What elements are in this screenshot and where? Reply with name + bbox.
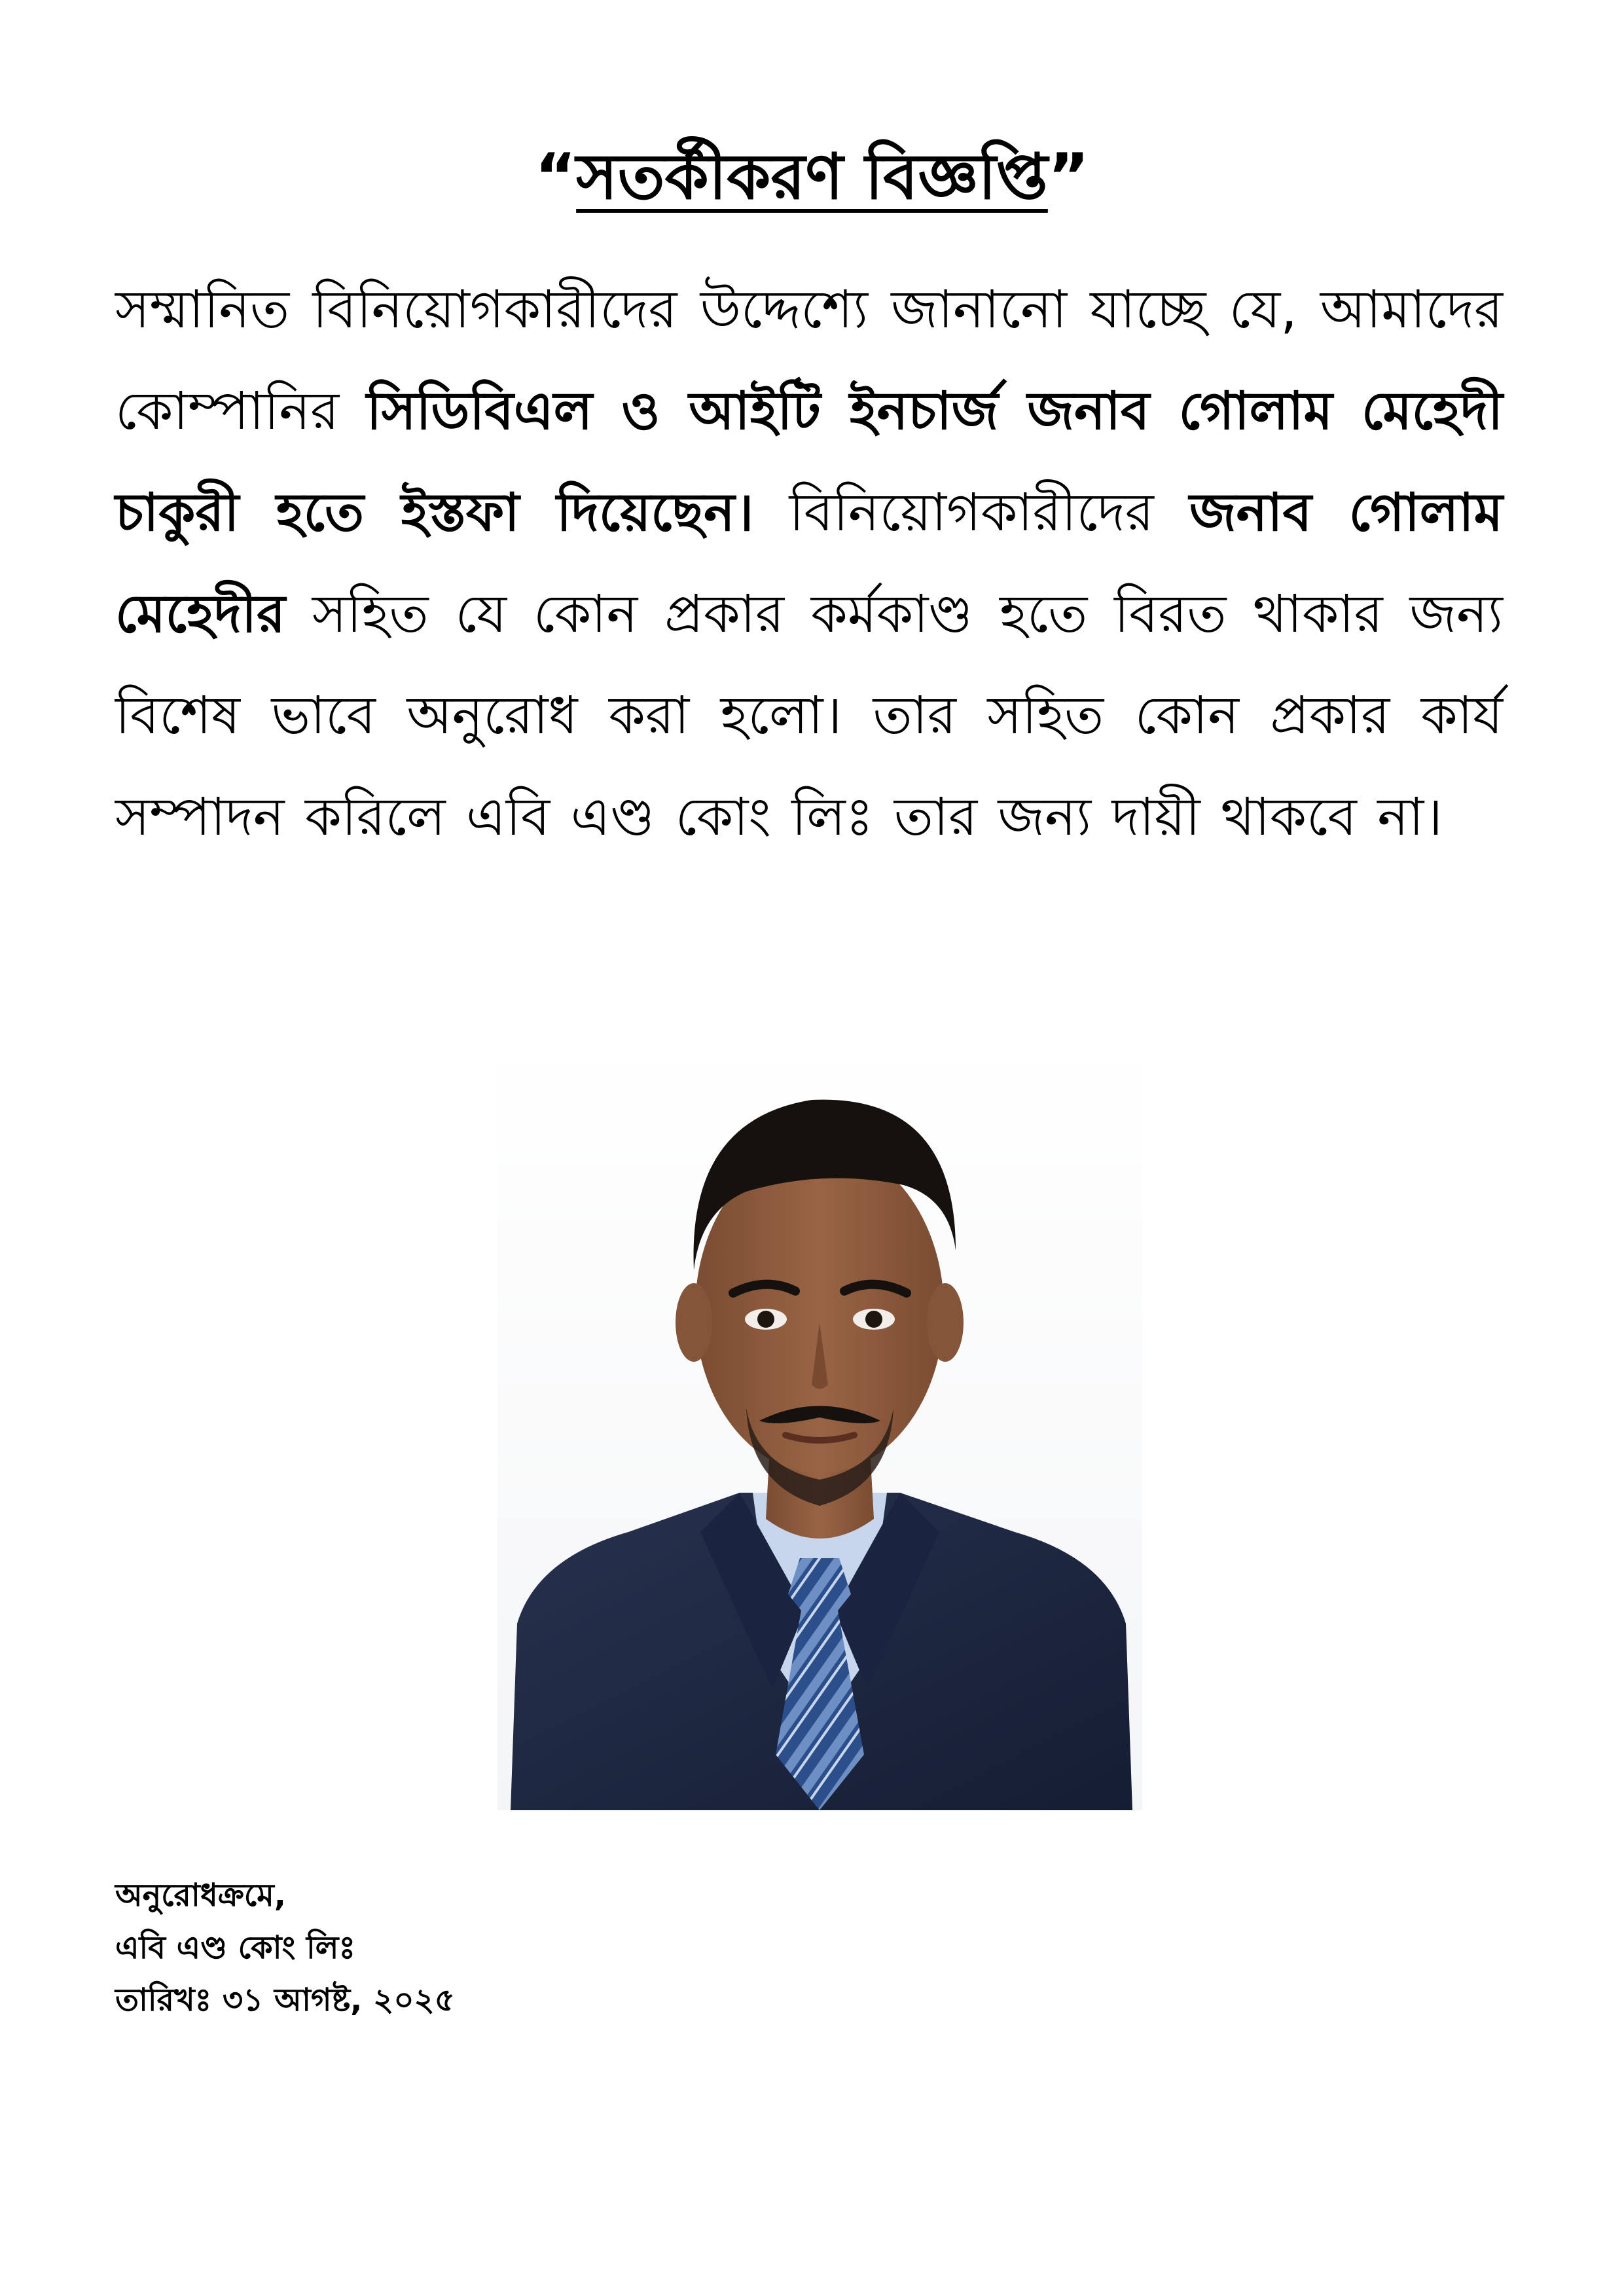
signature-date: তারিখঃ ৩১ আগষ্ট, ২০২৫ (115, 1982, 455, 2018)
body-part-5: সহিত যে কোন প্রকার কর্মকাণ্ড হতে বিরত থাকার জন্য বিশেষ ভাবে অনুরোধ করা হলো। তার সহিত কোন প্রকার কার্য সম্পাদন করিলে এবি এণ্ড কোং লিঃ তার জন্য দায়ী থাকবে না। (115, 583, 1503, 847)
notice-title (535, 134, 1089, 219)
notice-body (115, 259, 1503, 867)
signature-company: এবি এণ্ড কোং লিঃ (115, 1929, 356, 1966)
title-open-quote: “ (535, 140, 577, 213)
title-text: সতর্কীকরণ বিজ্ঞপ্তি (576, 140, 1048, 213)
body-part-4-bold: জনাব গোলাম মেহেদীর (115, 482, 1503, 644)
signature-closing: অনুরোধক্রমে, (115, 1877, 287, 1914)
title-wrap (0, 134, 1624, 219)
body-part-2-bold: সিডিবিএল ও আইটি ইনচার্জ জনাব গোলাম মেহেদী চাকুরী হতে ইস্তফা দিয়েছেন। (115, 380, 1503, 543)
tie-knot (788, 1558, 851, 1611)
body-part-3: বিনিয়োগকারীদের (753, 482, 1189, 543)
body-part-1: সম্মানিত বিনিয়োগকারীদের উদ্দেশ্যে জানানো যাচ্ছে যে, আমাদের কোম্পানির (115, 279, 1503, 441)
portrait-illustration (497, 1034, 1142, 1810)
portrait-photo (497, 1034, 1142, 1810)
signature-block (115, 1869, 455, 2026)
title-close-quote: ” (1047, 140, 1089, 213)
